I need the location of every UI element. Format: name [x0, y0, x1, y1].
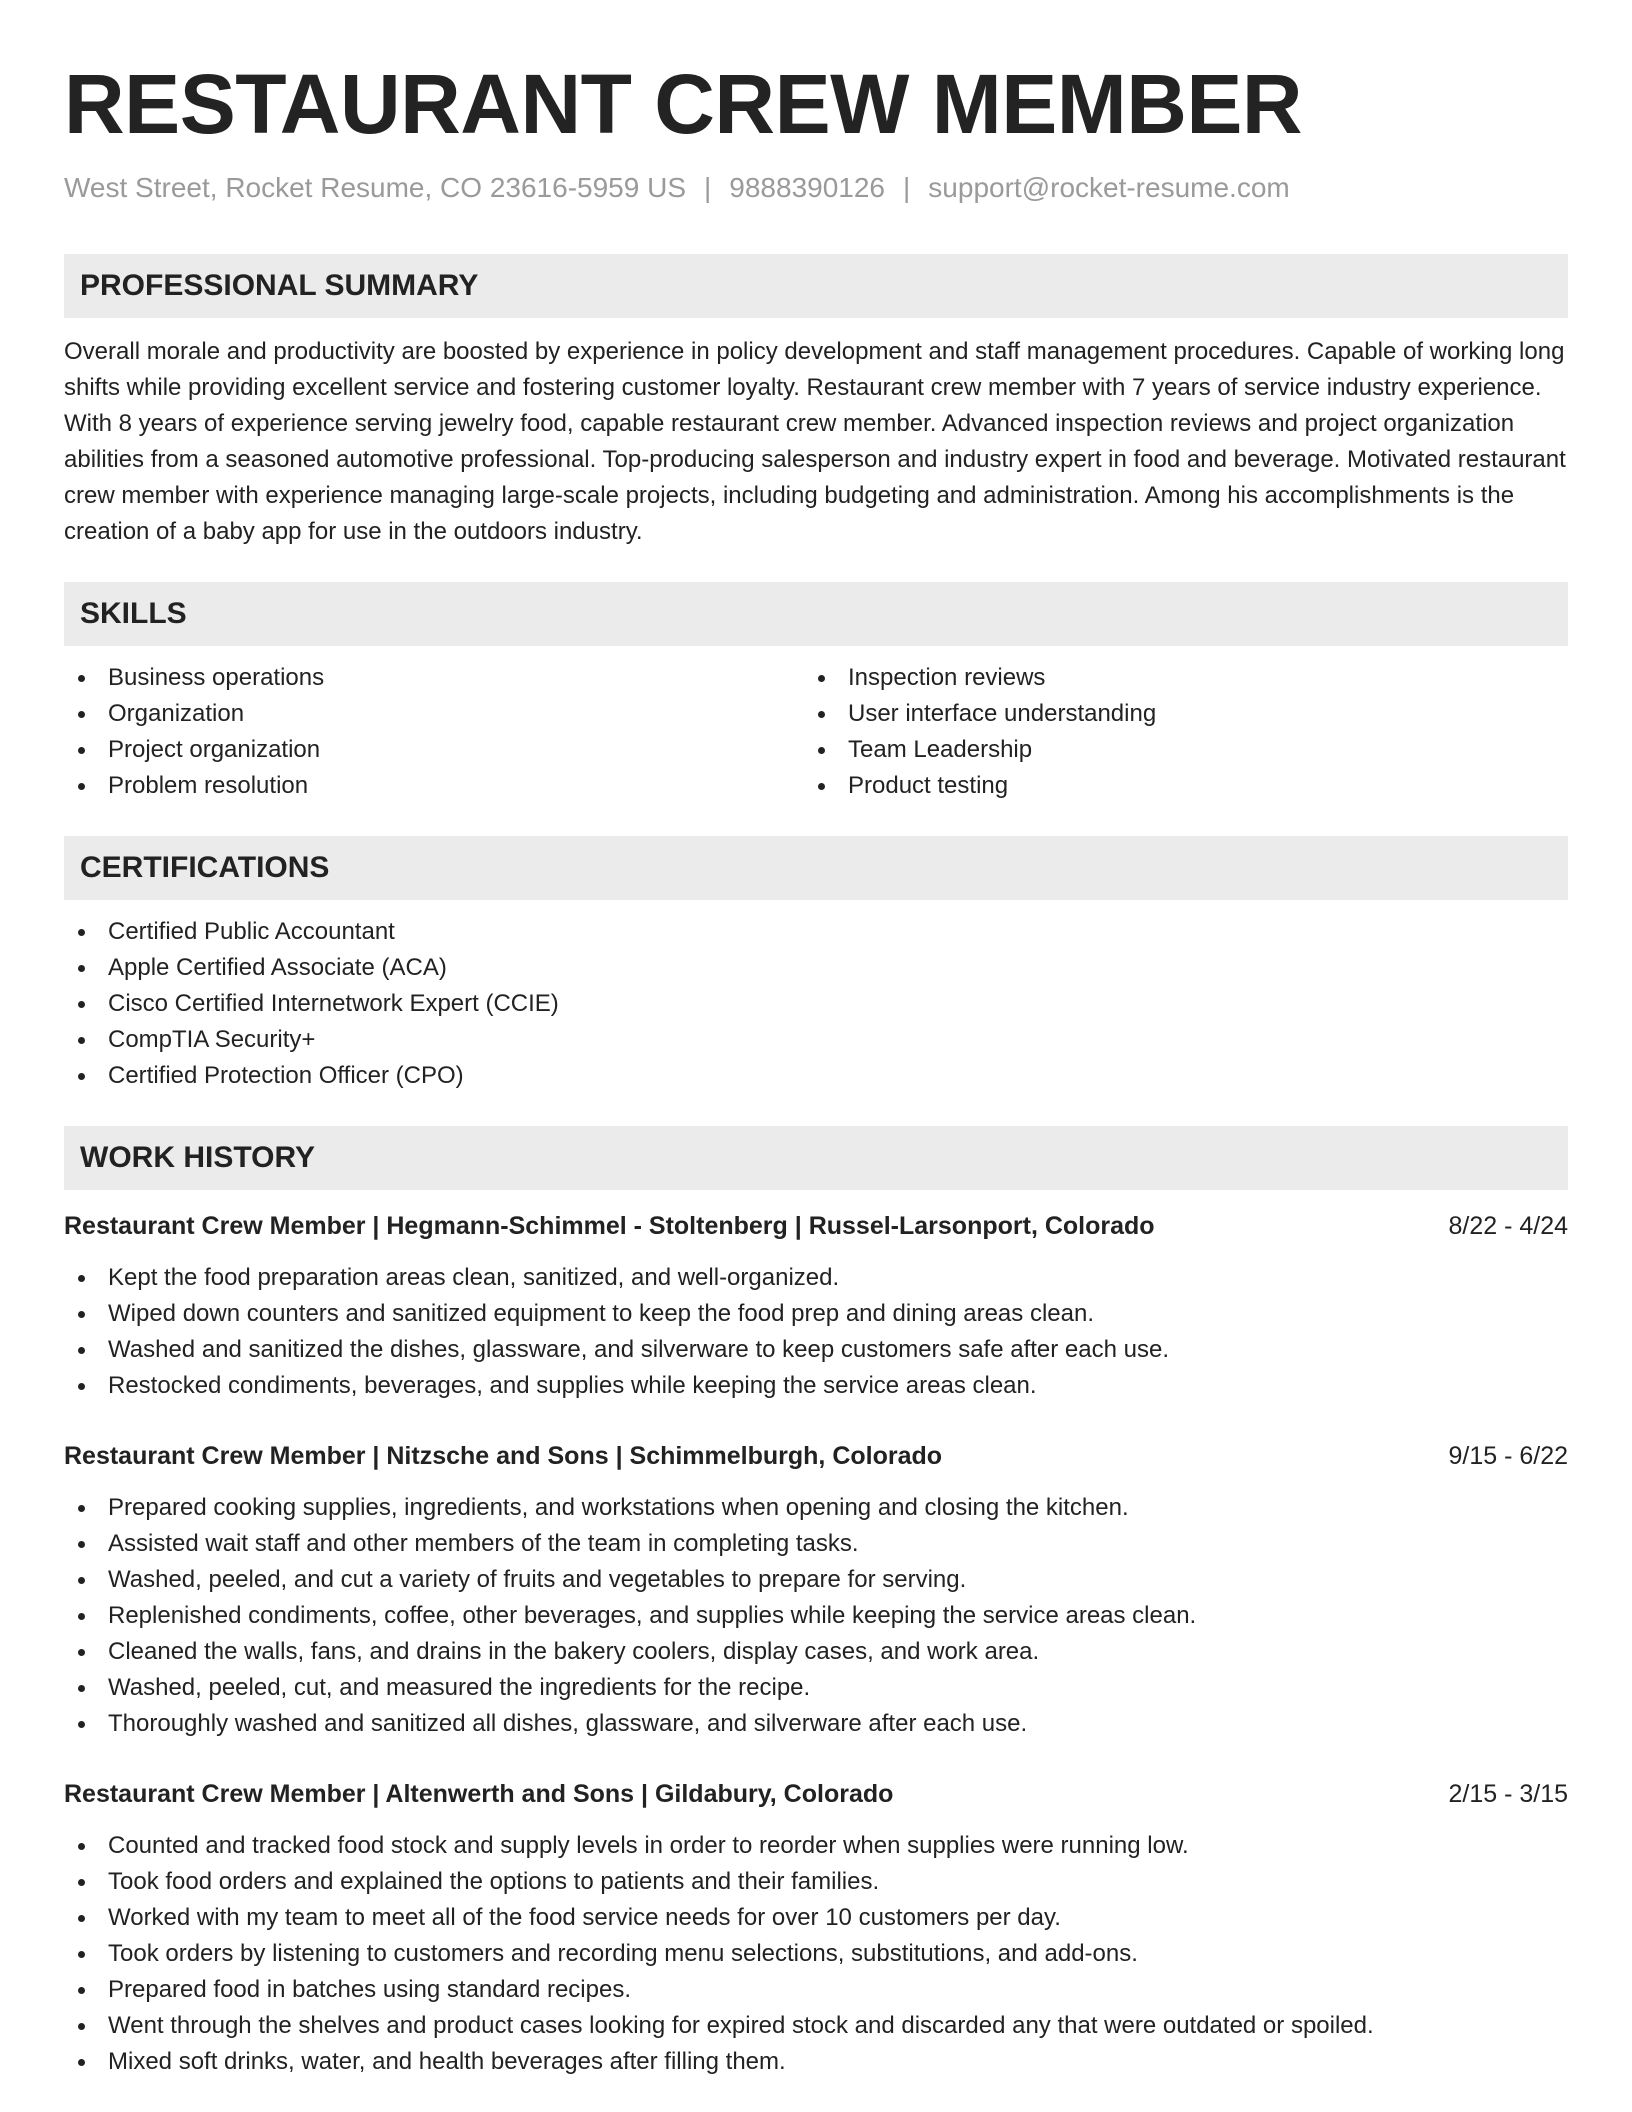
job-bullet: Prepared cooking supplies, ingredients, and workstations when opening and closing the kitchen.	[64, 1490, 1568, 1526]
candidate-name: RESTAURANT CREW MEMBER	[64, 57, 1303, 151]
job-bullet: Went through the shelves and product cases looking for expired stock and discarded any that were outdated or spoiled.	[64, 2008, 1568, 2044]
job-header	[64, 1438, 1568, 1474]
job-bullet: Took orders by listening to customers and recording menu selections, substitutions, and add-ons.	[64, 1936, 1568, 1972]
job-bullet: Counted and tracked food stock and supply levels in order to reorder when supplies were running low.	[64, 1828, 1568, 1864]
job-title: Restaurant Crew Member | Nitzsche and Sons | Schimmelburgh, Colorado	[64, 1442, 943, 1470]
skills-column-left	[64, 660, 804, 804]
certification-item: Certified Public Accountant	[64, 914, 1568, 950]
contact-email[interactable]: support@rocket-resume.com	[928, 172, 1290, 203]
job-bullet: Took food orders and explained the options to patients and their families.	[64, 1864, 1568, 1900]
certification-item: Cisco Certified Internetwork Expert (CCIE)	[64, 986, 1568, 1022]
job-bullet: Washed and sanitized the dishes, glassware, and silverware to keep customers safe after each use.	[64, 1332, 1568, 1368]
skill-item: Project organization	[64, 732, 804, 768]
skills-list-left	[64, 660, 804, 804]
job-bullet: Washed, peeled, cut, and measured the ingredients for the recipe.	[64, 1670, 1568, 1706]
skill-item: Product testing	[804, 768, 1544, 804]
contact-separator: |	[704, 172, 712, 203]
job-dates: 2/15 - 3/15	[1448, 1780, 1568, 1808]
job-dates: 9/15 - 6/22	[1448, 1442, 1568, 1470]
contact-separator: |	[903, 172, 911, 203]
certification-item: Certified Protection Officer (CPO)	[64, 1058, 1568, 1094]
job-bullet: Assisted wait staff and other members of the team in completing tasks.	[64, 1526, 1568, 1562]
job-title: Restaurant Crew Member | Altenwerth and Sons | Gildabury, Colorado	[64, 1780, 894, 1808]
skill-item: Problem resolution	[64, 768, 804, 804]
skills-grid	[64, 660, 1568, 804]
job-dates: 8/22 - 4/24	[1448, 1212, 1568, 1240]
job-entry	[64, 1208, 1568, 1404]
job-bullet: Washed, peeled, and cut a variety of fruits and vegetables to prepare for serving.	[64, 1562, 1568, 1598]
job-bullet: Cleaned the walls, fans, and drains in the bakery coolers, display cases, and work area.	[64, 1634, 1568, 1670]
job-entry	[64, 1776, 1568, 2080]
skill-item: Business operations	[64, 660, 804, 696]
section-header-work-history: WORK HISTORY	[64, 1126, 1568, 1190]
contact-line	[64, 170, 1568, 206]
skill-item: Inspection reviews	[804, 660, 1544, 696]
job-bullet: Wiped down counters and sanitized equipment to keep the food prep and dining areas clean.	[64, 1296, 1568, 1332]
skill-item: Team Leadership	[804, 732, 1544, 768]
job-bullet: Thoroughly washed and sanitized all dishes, glassware, and silverware after each use.	[64, 1706, 1568, 1742]
job-bullets	[64, 1490, 1568, 1742]
contact-address: West Street, Rocket Resume, CO 23616-5959 US	[64, 172, 686, 203]
job-title: Restaurant Crew Member | Hegmann-Schimmel - Stoltenberg | Russel-Larsonport, Colorado	[64, 1212, 1155, 1240]
skill-item: User interface understanding	[804, 696, 1544, 732]
skill-item: Organization	[64, 696, 804, 732]
job-bullets	[64, 1828, 1568, 2080]
contact-phone: 9888390126	[729, 172, 886, 203]
section-header-certifications: CERTIFICATIONS	[64, 836, 1568, 900]
certification-item: CompTIA Security+	[64, 1022, 1568, 1058]
certification-item: Apple Certified Associate (ACA)	[64, 950, 1568, 986]
job-bullet: Restocked condiments, beverages, and supplies while keeping the service areas clean.	[64, 1368, 1568, 1404]
job-bullet: Worked with my team to meet all of the food service needs for over 10 customers per day.	[64, 1900, 1568, 1936]
job-header	[64, 1776, 1568, 1812]
section-header-skills: SKILLS	[64, 582, 1568, 646]
job-bullet: Kept the food preparation areas clean, sanitized, and well-organized.	[64, 1260, 1568, 1296]
job-bullet: Mixed soft drinks, water, and health beverages after filling them.	[64, 2044, 1568, 2080]
job-bullets	[64, 1260, 1568, 1404]
section-header-summary: PROFESSIONAL SUMMARY	[64, 254, 1568, 318]
skills-column-right	[804, 660, 1544, 804]
job-header	[64, 1208, 1568, 1244]
job-entry	[64, 1438, 1568, 1742]
job-bullet: Replenished condiments, coffee, other beverages, and supplies while keeping the service areas clean.	[64, 1598, 1568, 1634]
job-bullet: Prepared food in batches using standard recipes.	[64, 1972, 1568, 2008]
skills-list-right	[804, 660, 1544, 804]
summary-text: Overall morale and productivity are boosted by experience in policy development and staff management procedures. Capable of working long shifts while providing excellent service and fostering customer loyalty. Restaurant crew member with 7 years of service industry experience. With 8 years of experience serving jewelry food, capable restaurant crew member. Advanced inspection reviews and project organization abilities from a seasoned automotive professional. Top-producing salesperson and industry expert in food and beverage. Motivated restaurant crew member with experience managing large-scale projects, including budgeting and administration. Among his accomplishments is the creation of a baby app for use in the outdoors industry.	[64, 338, 1566, 545]
certifications-list	[64, 914, 1568, 1094]
